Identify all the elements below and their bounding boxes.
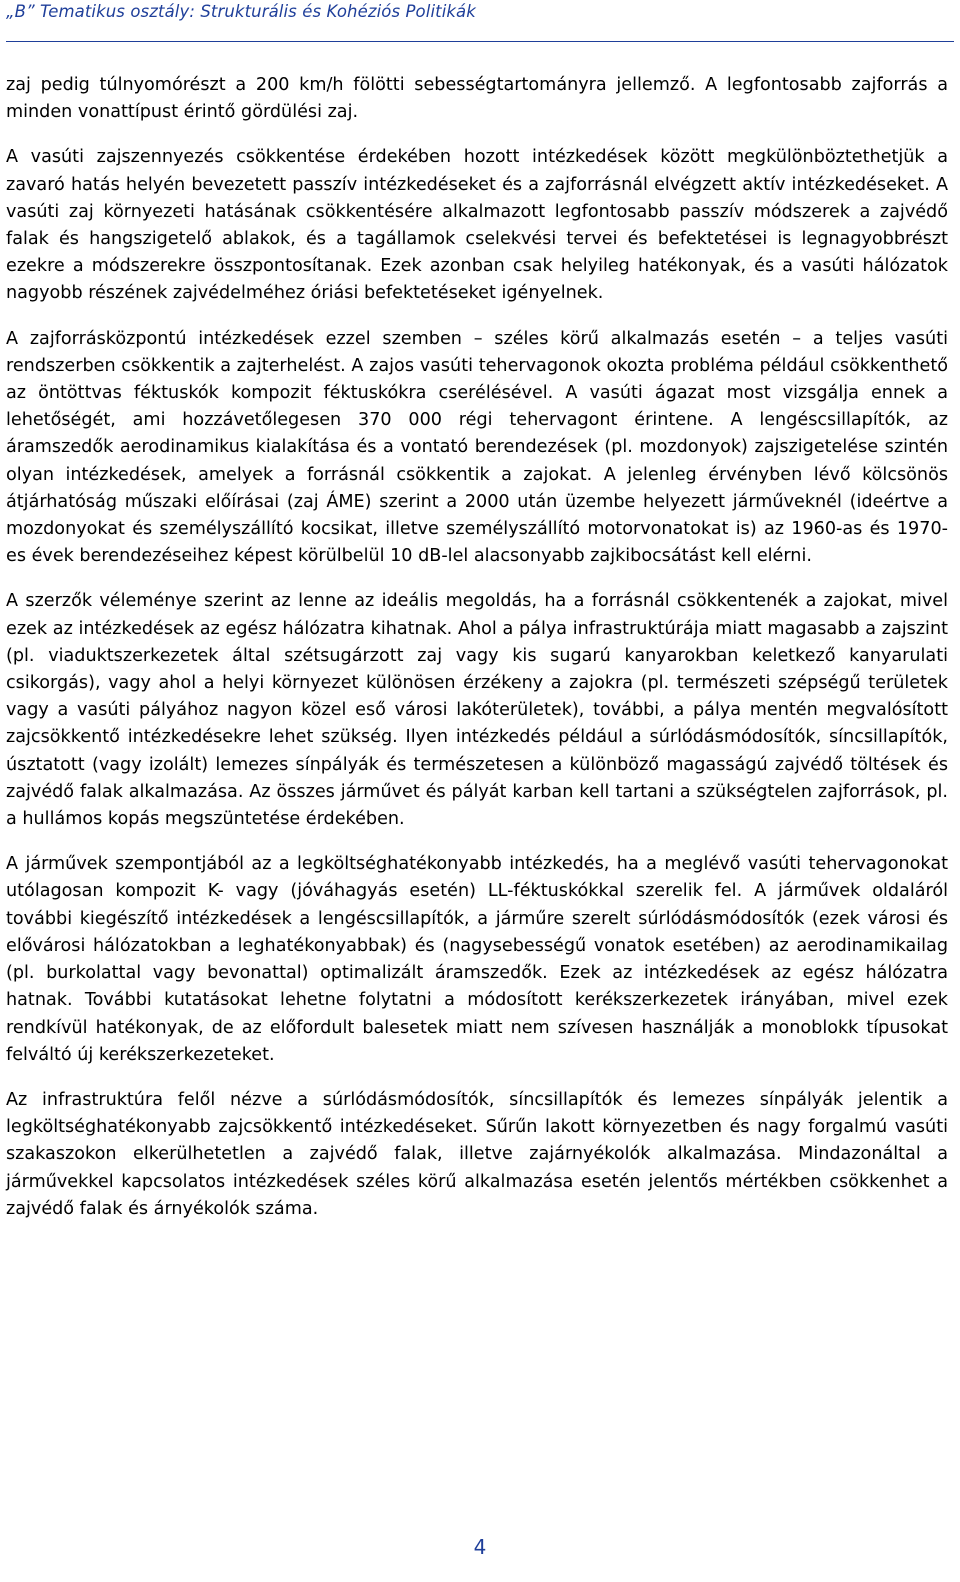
document-header: „B” Tematikus osztály: Strukturális és Kohéziós Politikák — [6, 2, 476, 21]
paragraph: A járművek szempontjából az a legköltséghatékonyabb intézkedés, ha a meglévő vasúti tehervagonokat utólagosan kompozit K- vagy (jóváhagyás esetén) LL-féktuskókkal szerelik fel. A járművek oldaláról további kiegészítő intézkedések a lengéscsillapítók, a járműre szerelt súrlódásmódosítók (ezek városi és elővárosi hálózatokban a leghatékonyabbak) és (nagysebességű vonatok esetében) az aerodinamikailag (pl. burkolattal vagy bevonattal) optimalizált áramszedők. Ezek az intézkedések az egész hálózatra hatnak. További kutatásokat lehetne folytatni a módosított kerékszerkezetek irányában, mivel ezek rendkívül hatékonyak, de az előfordult balesetek miatt nem szívesen használják a monoblokk típusokat felváltó új kerékszerkezeteket. — [6, 854, 948, 1065]
document-body — [6, 72, 948, 1241]
paragraph: Az infrastruktúra felől nézve a súrlódásmódosítók, síncsillapítók és lemezes sínpályák jelentik a legköltséghatékonyabb zajcsökkentő intézkedéseket. Sűrűn lakott környezetben és nagy forgalmú vasúti szakaszokon elkerülhetetlen a zajvédő falak, illetve zajárnyékolók alkalmazása. Mindazonáltal a járművekkel kapcsolatos intézkedések széles körű alkalmazása esetén jelentős mértékben csökkenhet a zajvédő falak és árnyékolók száma. — [6, 1089, 948, 1219]
paragraph: A zajforrásközpontú intézkedések ezzel szemben – széles körű alkalmazás esetén – a teljes vasúti rendszerben csökkentik a zajterhelést. A zajos vasúti tehervagonok okozta probléma például csökkenthető az öntöttvas féktuskók kompozit féktuskókra cserélésével. A vasúti ágazat most vizsgálja ennek a lehetőségét, ami hozzávetőlegesen 370 000 régi tehervagont érintene. A lengéscsillapítók, az áramszedők aerodinamikus kialakítása és a vontató berendezések (pl. mozdonyok) zajszigetelése szintén olyan intézkedések, amelyek a forrásnál csökkentik a zajokat. A jelenleg érvényben lévő kölcsönös átjárhatóság műszaki előírásai (zaj ÁME) szerint a 2000 után üzembe helyezett járműveknél (ideértve a mozdonyokat és személyszállító kocsikat, illetve személyszállító motorvonatokat is) az 1960-as és 1970-es évek berendezéseihez képest körülbelül 10 dB-lel alacsonyabb zajkibocsátást kell elérni. — [6, 328, 948, 567]
page-number: 4 — [473, 1535, 487, 1559]
header-divider — [6, 41, 954, 42]
paragraph: A szerzők véleménye szerint az lenne az ideális megoldás, ha a forrásnál csökkentenék a zajokat, mivel ezek az intézkedések az egész hálózatra kihatnak. Ahol a pálya infrastruktúrája miatt magasabb a zajszint (pl. viaduktszerkezetek által szétsugárzott zaj vagy kis sugarú kanyarokban keletkező kanyarulati csikorgás), vagy ahol a helyi környezet különösen érzékeny a zajokra (pl. természeti szépségű területek vagy a vasúti pályához nagyon közel eső városi lakóterületek), további, a pálya mentén megvalósított zajcsökkentő intézkedésekre lehet szükség. Ilyen intézkedés például a súrlódásmódosítók, síncsillapítók, úsztatott (vagy izolált) lemezes sínpályák és természetesen a különböző magasságú zajvédő töltések és zajvédő falak alkalmazása. Az összes járművet és pályát karban kell tartani a szükségtelen zajforrások, pl. a hullámos kopás megszüntetése érdekében. — [6, 591, 948, 830]
paragraph: zaj pedig túlnyomórészt a 200 km/h fölötti sebességtartományra jellemző. A legfontosabb zajforrás a minden vonattípust érintő gördülési zaj. — [6, 75, 948, 123]
paragraph: A vasúti zajszennyezés csökkentése érdekében hozott intézkedések között megkülönböztethetjük a zavaró hatás helyén bevezetett passzív intézkedéseket és a zajforrásnál elvégzett aktív intézkedéseket. A vasúti zaj környezeti hatásának csökkentésére alkalmazott legfontosabb passzív módszerek a zajvédő falak és hangszigetelő ablakok, és a tagállamok cselekvési tervei és befektetései is legnagyobbrészt ezekre a módszerekre összpontosítanak. Ezek azonban csak helyileg hatékonyak, és a vasúti hálózatok nagyobb részének zajvédelméhez óriási befektetéseket igényelnek. — [6, 147, 948, 304]
